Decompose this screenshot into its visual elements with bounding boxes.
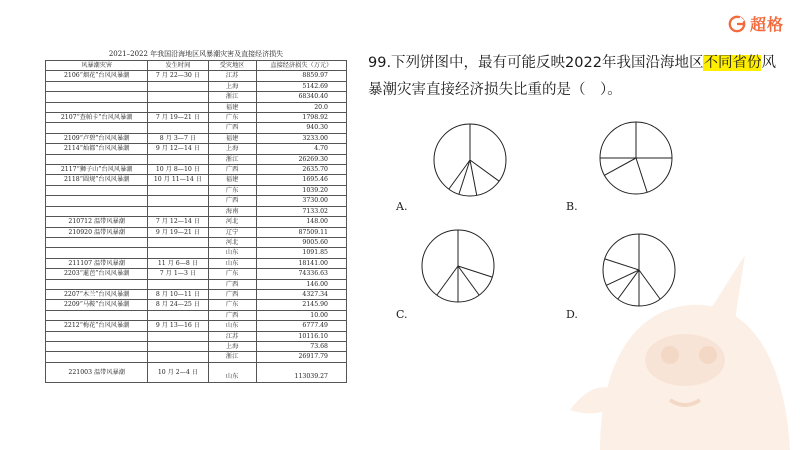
loss-table-figure [45, 48, 347, 383]
cell-time [148, 196, 208, 206]
table-row [46, 279, 347, 289]
cell-loss: 6777.49 [256, 321, 346, 331]
mascot-watermark [560, 250, 800, 450]
cell-region: 浙江 [208, 154, 256, 164]
cell-loss: 5142.69 [256, 81, 346, 91]
table-row [46, 144, 347, 154]
cell-region: 广西 [208, 310, 256, 320]
table-row [46, 248, 347, 258]
cell-disaster [46, 279, 148, 289]
cell-region: 浙江 [208, 352, 256, 362]
cell-time [148, 237, 208, 247]
cell-time [148, 310, 208, 320]
table-row [46, 196, 347, 206]
option-a-label[interactable]: A. [396, 200, 408, 213]
table-row [46, 237, 347, 247]
cell-time: 11 月 6—8 日 [148, 258, 208, 268]
cell-region: 福建 [208, 133, 256, 143]
cell-loss: 113039.27 [256, 362, 346, 382]
cell-disaster: 2212“梅花”台风风暴潮 [46, 321, 148, 331]
question-suffix: 风暴潮灾害直接经济损失比重的是（ ）。 [368, 55, 776, 98]
cell-loss: 20.0 [256, 102, 346, 112]
cell-loss: 74336.63 [256, 269, 346, 279]
cell-loss: 2635.70 [256, 165, 346, 175]
table-row [46, 341, 347, 351]
cell-region: 河北 [208, 217, 256, 227]
cell-loss: 87509.11 [256, 227, 346, 237]
table-row [46, 352, 347, 362]
cell-loss: 10.00 [256, 310, 346, 320]
cell-loss: 26269.30 [256, 154, 346, 164]
table-row [46, 310, 347, 320]
cell-disaster: 2117“狮子山”台风风暴潮 [46, 165, 148, 175]
cell-time: 10 月 2—4 日 [148, 362, 208, 382]
cell-time: 7 月 12—14 日 [148, 217, 208, 227]
cell-loss: 3730.00 [256, 196, 346, 206]
loss-table [45, 60, 347, 383]
cell-loss: 73.68 [256, 341, 346, 351]
cell-disaster: 2203“暹芭”台风风暴潮 [46, 269, 148, 279]
table-row [46, 289, 347, 299]
cell-region: 福建 [208, 175, 256, 185]
pie-option-d[interactable] [601, 232, 677, 308]
cell-time: 7 月 1—3 日 [148, 269, 208, 279]
cell-disaster [46, 154, 148, 164]
cell-time: 9 月 19—21 日 [148, 227, 208, 237]
cell-region: 广西 [208, 165, 256, 175]
cell-time: 9 月 13—16 日 [148, 321, 208, 331]
table-row [46, 300, 347, 310]
table-row [46, 154, 347, 164]
cell-disaster [46, 102, 148, 112]
cell-region: 浙江 [208, 92, 256, 102]
option-b-label[interactable]: B. [566, 200, 578, 213]
cell-time [148, 92, 208, 102]
cell-loss: 8859.97 [256, 71, 346, 81]
cell-region: 江苏 [208, 331, 256, 341]
cell-region: 河北 [208, 237, 256, 247]
table-caption: 2021–2022 年我国沿海地区风暴潮灾害及直接经济损失 [108, 50, 284, 58]
cell-disaster [46, 185, 148, 195]
question-text [368, 50, 778, 104]
cell-time [148, 81, 208, 91]
table-row [46, 113, 347, 123]
cell-loss: 148.00 [256, 217, 346, 227]
table-row [46, 258, 347, 268]
cell-loss: 3233.00 [256, 133, 346, 143]
pie-option-a[interactable] [432, 122, 508, 198]
cell-region: 山东 [208, 248, 256, 258]
table-body [46, 71, 347, 382]
cell-time [148, 331, 208, 341]
cell-loss: 1798.92 [256, 113, 346, 123]
cell-disaster [46, 341, 148, 351]
logo-text: 超格 [749, 15, 784, 34]
cell-time: 8 月 24—25 日 [148, 300, 208, 310]
cell-region: 广西 [208, 289, 256, 299]
cell-region: 山东 [208, 258, 256, 268]
cell-disaster: 2109“卢碧”台风风暴潮 [46, 133, 148, 143]
cell-region: 上海 [208, 341, 256, 351]
option-c-label[interactable]: C. [396, 308, 408, 321]
logo-icon [728, 15, 746, 33]
table-row [46, 217, 347, 227]
table-row [46, 165, 347, 175]
cell-region: 福建 [208, 102, 256, 112]
cell-disaster: 2106“烟花”台风风暴潮 [46, 71, 148, 81]
table-row [46, 331, 347, 341]
cell-disaster: 221003 温带风暴潮 [46, 362, 148, 382]
cell-region: 广西 [208, 123, 256, 133]
cell-time [148, 154, 208, 164]
table-row [46, 206, 347, 216]
cell-loss: 1695.46 [256, 175, 346, 185]
pie-option-b[interactable] [598, 120, 674, 196]
cell-disaster [46, 81, 148, 91]
cell-disaster [46, 331, 148, 341]
cell-loss: 4.70 [256, 144, 346, 154]
cell-disaster [46, 248, 148, 258]
cell-disaster [46, 237, 148, 247]
cell-disaster: 2114“灿都”台风风暴潮 [46, 144, 148, 154]
header-disaster: 风暴潮灾害 [46, 61, 148, 71]
question-highlight: 不同省份 [703, 55, 762, 71]
cell-disaster [46, 310, 148, 320]
cell-time: 8 月 10—11 日 [148, 289, 208, 299]
cell-region: 广西 [208, 279, 256, 289]
cell-disaster: 210712 温带风暴潮 [46, 217, 148, 227]
cell-time [148, 102, 208, 112]
brand-logo [728, 12, 784, 35]
cell-loss: 2145.90 [256, 300, 346, 310]
table-row [46, 81, 347, 91]
cell-region: 广西 [208, 196, 256, 206]
table-row [46, 269, 347, 279]
table-row [46, 227, 347, 237]
cell-disaster [46, 92, 148, 102]
cell-time: 10 月 8—10 日 [148, 165, 208, 175]
cell-disaster: 210920 温带风暴潮 [46, 227, 148, 237]
cell-region: 广东 [208, 269, 256, 279]
cell-time [148, 206, 208, 216]
table-row [46, 92, 347, 102]
cell-time [148, 279, 208, 289]
cell-region: 山东 [208, 321, 256, 331]
cell-loss: 26917.79 [256, 352, 346, 362]
cell-time [148, 248, 208, 258]
cell-disaster [46, 352, 148, 362]
cell-region: 广东 [208, 300, 256, 310]
cell-time [148, 341, 208, 351]
cell-region: 海南 [208, 206, 256, 216]
cell-loss: 68340.40 [256, 92, 346, 102]
pie-option-c[interactable] [420, 228, 496, 304]
question-prefix: 99.下列饼图中，最有可能反映2022年我国沿海地区 [368, 55, 704, 71]
header-loss: 直接经济损失（万元） [256, 61, 346, 71]
cell-disaster [46, 196, 148, 206]
table-row [46, 362, 347, 382]
cell-disaster: 2209“马鞍”台风风暴潮 [46, 300, 148, 310]
table-row [46, 123, 347, 133]
cell-loss: 1091.85 [256, 248, 346, 258]
cell-region: 山东 [208, 362, 256, 382]
cell-loss: 10116.10 [256, 331, 346, 341]
cell-time: 10 月 11—14 日 [148, 175, 208, 185]
table-row [46, 133, 347, 143]
cell-disaster: 211107 温带风暴潮 [46, 258, 148, 268]
cell-region: 江苏 [208, 71, 256, 81]
table-header-row [46, 61, 347, 71]
table-row [46, 71, 347, 81]
cell-loss: 146.00 [256, 279, 346, 289]
cell-loss: 940.30 [256, 123, 346, 133]
cell-disaster: 2118“圆规”台风风暴潮 [46, 175, 148, 185]
cell-disaster: 2107“查帕卡”台风风暴潮 [46, 113, 148, 123]
option-d-label[interactable]: D. [566, 308, 578, 321]
cell-time: 7 月 22—30 日 [148, 71, 208, 81]
header-region: 受灾地区 [208, 61, 256, 71]
cell-region: 广东 [208, 113, 256, 123]
cell-region: 广东 [208, 185, 256, 195]
cell-loss: 1039.20 [256, 185, 346, 195]
cell-disaster: 2207“木兰”台风风暴潮 [46, 289, 148, 299]
cell-time [148, 185, 208, 195]
cell-time: 7 月 19—21 日 [148, 113, 208, 123]
table-row [46, 102, 347, 112]
cell-loss: 18141.00 [256, 258, 346, 268]
cell-loss: 4327.34 [256, 289, 346, 299]
cell-loss: 7133.02 [256, 206, 346, 216]
table-row [46, 321, 347, 331]
table-row [46, 175, 347, 185]
cell-region: 上海 [208, 81, 256, 91]
cell-disaster [46, 206, 148, 216]
header-time: 发生时间 [148, 61, 208, 71]
table-row [46, 185, 347, 195]
cell-region: 辽宁 [208, 227, 256, 237]
cell-time: 9 月 12—14 日 [148, 144, 208, 154]
cell-time [148, 123, 208, 133]
cell-region: 上海 [208, 144, 256, 154]
cell-time [148, 352, 208, 362]
cell-disaster [46, 123, 148, 133]
cell-time: 8 月 3—7 日 [148, 133, 208, 143]
cell-loss: 9005.60 [256, 237, 346, 247]
